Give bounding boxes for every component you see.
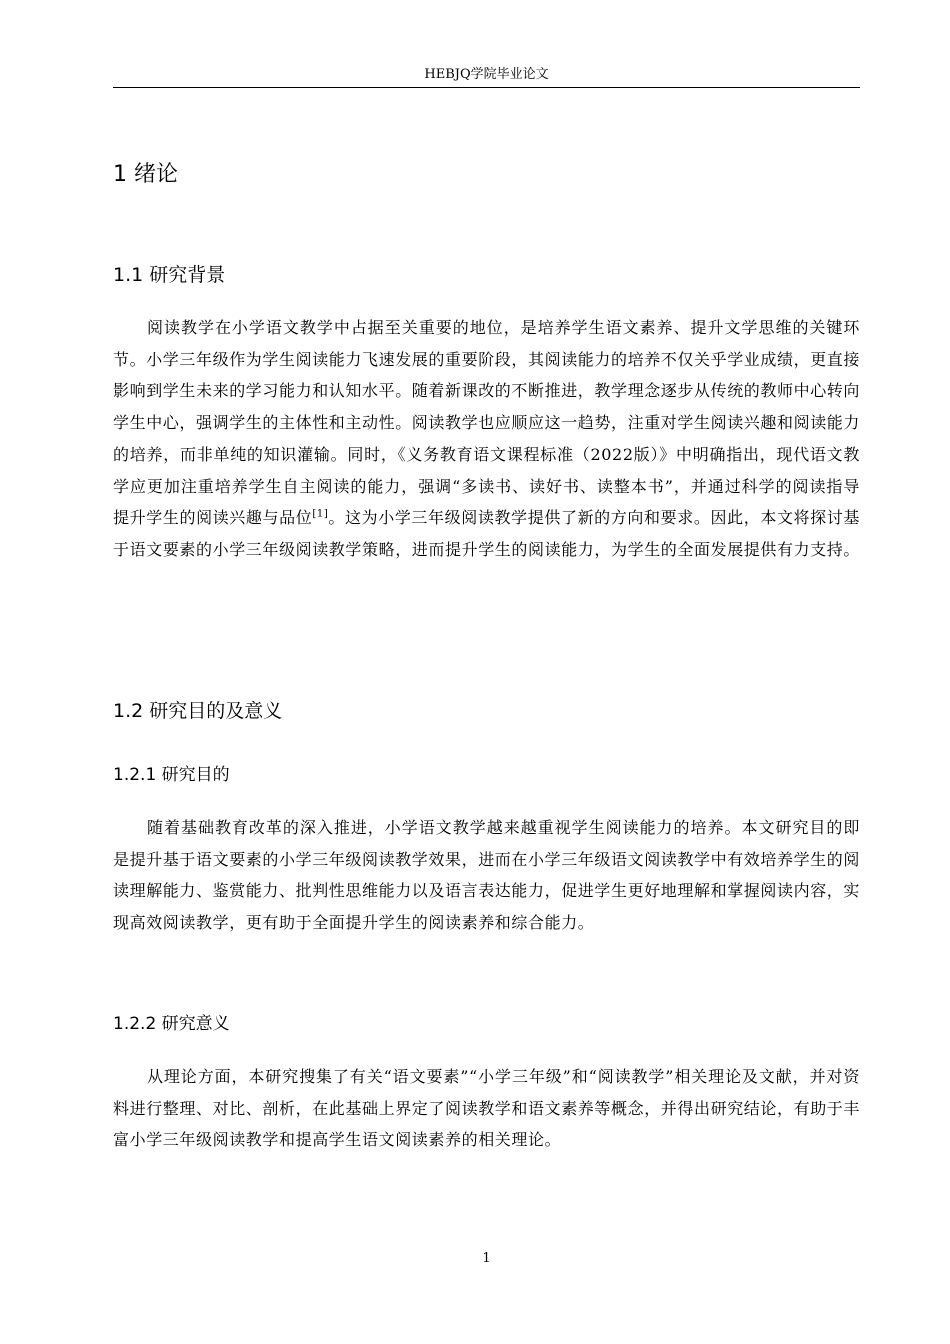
paragraph-purpose: 随着基础教育改革的深入推进，小学语文教学越来越重视学生阅读能力的培养。本文研究目的即是提升基于语文要素的小学三年级阅读教学效果，进而在小学三年级语文阅读教学中有效培养学生的阅读理解能力、鉴赏能力、批判性思维能力以及语言表达能力，促进学生更好地理解和掌握阅读内容，实现高效阅读教学，更有助于全面提升学生的阅读素养和综合能力。	[113, 818, 861, 933]
running-header: HEBJQ学院毕业论文	[424, 67, 549, 82]
paragraph-background-part-b: 。这为小学三年级阅读教学提供了新的方向和要求。因此，本文将探讨基于语文要素的小学三年级阅读教学策略，进而提升学生的阅读能力，为学生的全面发展提供有力支持。	[113, 508, 861, 559]
paragraph-background	[113, 312, 860, 566]
subsection-title-1-2-2: 1.2.2 研究意义	[113, 1014, 230, 1034]
header-rule	[113, 87, 860, 88]
page-number: 1	[482, 1251, 491, 1266]
citation-ref[interactable]: [1]	[312, 508, 329, 520]
subsection-title-1-2-1: 1.2.1 研究目的	[113, 765, 230, 785]
section-title-1-1: 1.1 研究背景	[113, 264, 226, 286]
paragraph-background-part-a: 阅读教学在小学语文教学中占据至关重要的地位，是培养学生语文素养、提升文学思维的关键环节。小学三年级作为学生阅读能力飞速发展的重要阶段，其阅读能力的培养不仅关乎学业成绩，更直接影响到学生未来的学习能力和认知水平。随着新课改的不断推进，教学理念逐步从传统的教师中心转向学生中心，强调学生的主体性和主动性。阅读教学也应顺应这一趋势，注重对学生阅读兴趣和阅读能力的培养，而非单纯的知识灌输。同时，《义务教育语文课程标准（2022版）》中明确指出，现代语文教学应更加注重培养学生自主阅读的能力，强调“多读书、读好书、读整本书”，并通过科学的阅读指导提升学生的阅读兴趣与品位	[113, 318, 861, 528]
section-title-1-2: 1.2 研究目的及意义	[113, 700, 283, 722]
paragraph-significance: 从理论方面，本研究搜集了有关“语文要素”“小学三年级”和“阅读教学”相关理论及文献，并对资料进行整理、对比、剖析，在此基础上界定了阅读教学和语文素养等概念，并得出研究结论，有助于丰富小学三年级阅读教学和提高学生语文阅读素养的相关理论。	[113, 1067, 861, 1150]
chapter-title: 1 绪论	[113, 162, 178, 187]
